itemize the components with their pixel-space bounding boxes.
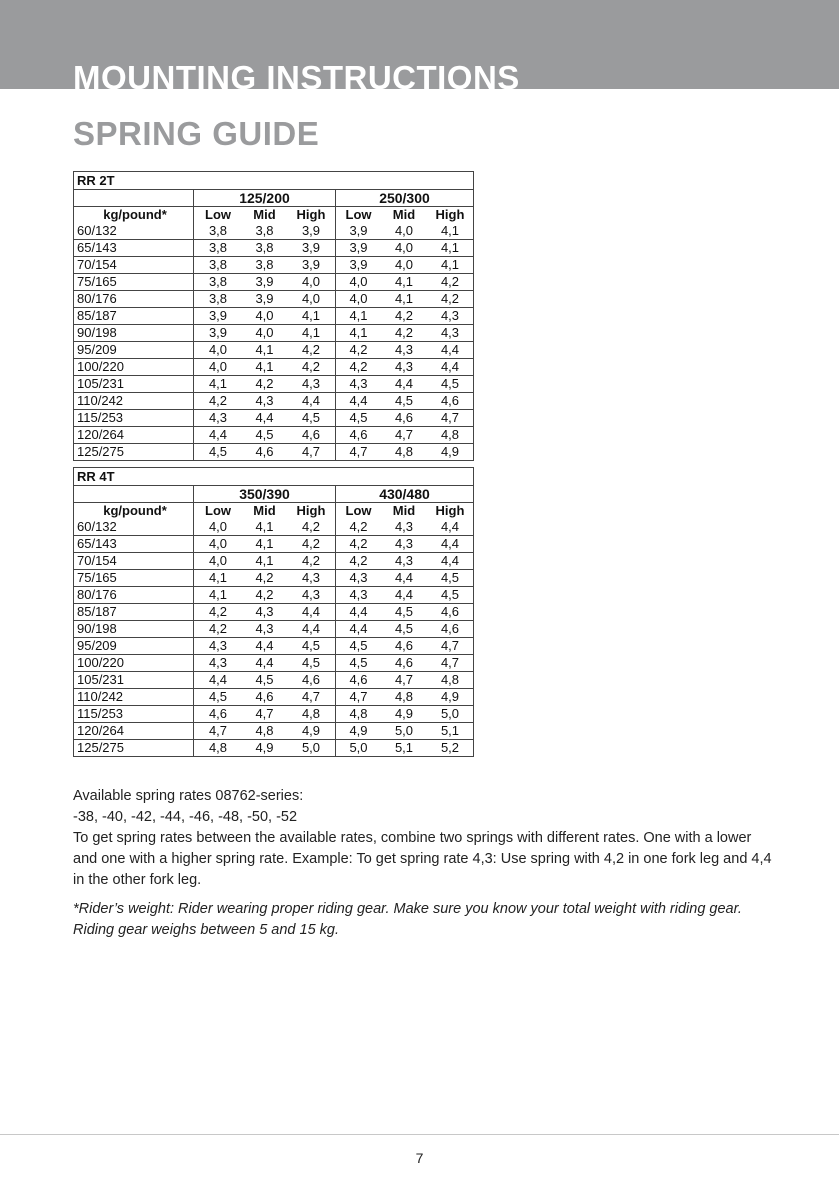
spring-rate-cell: 4,1 [287, 325, 336, 342]
spring-rate-cell: 3,9 [336, 257, 382, 274]
spring-rate-cell: 3,8 [194, 240, 243, 257]
spring-rate-cell: 4,5 [194, 444, 243, 461]
spring-rate-cell: 4,4 [427, 359, 474, 376]
column-header: Low [336, 207, 382, 224]
spring-rate-cell: 3,8 [242, 240, 287, 257]
spring-rate-cell: 3,9 [336, 223, 382, 240]
spring-rate-cell: 4,6 [336, 427, 382, 444]
table-row [74, 257, 474, 274]
spring-rate-cell: 4,6 [287, 672, 336, 689]
spring-rate-cell: 4,5 [427, 587, 474, 604]
spring-rate-cell: 4,7 [194, 723, 243, 740]
spring-rate-cell: 4,4 [242, 638, 287, 655]
spring-rate-cell: 4,4 [427, 553, 474, 570]
spring-rate-cell: 4,1 [242, 553, 287, 570]
spring-rate-cell: 4,3 [336, 376, 382, 393]
spring-rate-cell: 4,2 [336, 519, 382, 536]
spring-rate-cell: 4,3 [287, 587, 336, 604]
spring-rate-cell: 4,2 [336, 342, 382, 359]
spring-rate-cell: 4,5 [287, 410, 336, 427]
weight-cell: 85/187 [74, 308, 194, 325]
table-row [74, 427, 474, 444]
spring-rate-cell: 4,2 [194, 621, 243, 638]
column-header: Low [336, 503, 382, 520]
spring-rate-cell: 4,0 [381, 257, 427, 274]
spring-rate-cell: 4,8 [427, 672, 474, 689]
spring-rate-cell: 4,1 [194, 587, 243, 604]
spring-rate-cell: 4,1 [242, 359, 287, 376]
weight-cell: 70/154 [74, 257, 194, 274]
table-row [74, 342, 474, 359]
table-row [74, 223, 474, 240]
spring-rate-cell: 4,4 [336, 393, 382, 410]
spring-rate-cell: 4,8 [381, 444, 427, 461]
spring-rate-cell: 4,2 [194, 604, 243, 621]
table-name: RR 4T [74, 468, 474, 486]
spring-rate-cell: 4,3 [242, 621, 287, 638]
spring-rate-cell: 4,7 [381, 427, 427, 444]
spring-rate-cell: 4,3 [381, 342, 427, 359]
spring-rate-cell: 4,3 [336, 570, 382, 587]
spring-rate-cell: 4,0 [194, 519, 243, 536]
spring-rate-cell: 4,2 [427, 274, 474, 291]
group-spacer [74, 190, 194, 207]
spring-rate-cell: 4,3 [427, 308, 474, 325]
spring-rate-cell: 4,1 [427, 240, 474, 257]
spring-rate-cell: 4,5 [287, 655, 336, 672]
column-header: Mid [381, 503, 427, 520]
spring-rate-cell: 4,1 [427, 223, 474, 240]
weight-cell: 75/165 [74, 274, 194, 291]
spring-rate-cell: 4,1 [242, 519, 287, 536]
table-row [74, 536, 474, 553]
spring-rate-cell: 4,4 [381, 587, 427, 604]
spring-rate-cell: 5,2 [427, 740, 474, 757]
column-header: High [287, 503, 336, 520]
spring-rate-cell: 4,5 [242, 672, 287, 689]
table-row [74, 689, 474, 706]
weight-cell: 70/154 [74, 553, 194, 570]
spring-rate-cell: 4,3 [194, 655, 243, 672]
spring-rate-cell: 5,0 [427, 706, 474, 723]
spring-rate-cell: 4,5 [427, 570, 474, 587]
spring-rate-cell: 4,5 [381, 393, 427, 410]
spring-rate-cell: 4,1 [194, 570, 243, 587]
table-row [74, 291, 474, 308]
group-header: 350/390 [194, 486, 336, 503]
spring-rate-cell: 4,5 [381, 604, 427, 621]
spring-rate-cell: 4,2 [242, 587, 287, 604]
spring-rate-cell: 4,2 [427, 291, 474, 308]
table-row [74, 570, 474, 587]
weight-cell: 95/209 [74, 638, 194, 655]
spring-rate-cell: 4,2 [287, 519, 336, 536]
section-title: SPRING GUIDE [73, 115, 320, 152]
spring-rate-cell: 4,2 [336, 553, 382, 570]
spring-rate-cell: 4,7 [287, 444, 336, 461]
spring-rate-cell: 4,6 [336, 672, 382, 689]
spring-rate-cell: 4,1 [336, 325, 382, 342]
spring-rate-cell: 4,1 [427, 257, 474, 274]
table-row [74, 410, 474, 427]
spring-rate-cell: 4,0 [336, 291, 382, 308]
spring-rate-cell: 4,6 [287, 427, 336, 444]
spring-rate-cell: 4,0 [194, 536, 243, 553]
weight-cell: 125/275 [74, 740, 194, 757]
table-row [74, 740, 474, 757]
group-header: 430/480 [336, 486, 474, 503]
column-header: Low [194, 207, 243, 224]
weight-cell: 60/132 [74, 519, 194, 536]
spring-rate-cell: 4,7 [336, 689, 382, 706]
spring-rate-cell: 4,4 [336, 621, 382, 638]
table-row [74, 638, 474, 655]
table-row [74, 325, 474, 342]
spring-rate-cell: 4,5 [336, 655, 382, 672]
table-row [74, 553, 474, 570]
spring-rate-cell: 3,8 [242, 223, 287, 240]
spring-rate-cell: 4,4 [427, 519, 474, 536]
spring-rate-cell: 4,0 [336, 274, 382, 291]
spring-rate-cell: 4,2 [287, 342, 336, 359]
spring-rate-cell: 4,6 [427, 604, 474, 621]
spring-rate-cell: 4,3 [381, 359, 427, 376]
spring-rate-cell: 4,2 [381, 325, 427, 342]
spring-rate-cell: 4,5 [287, 638, 336, 655]
info-line: -38, -40, -42, -44, -46, -48, -50, -52 [73, 809, 298, 825]
spring-rate-cell: 4,1 [287, 308, 336, 325]
spring-rate-cell: 3,9 [336, 240, 382, 257]
spring-rate-cell: 3,9 [287, 240, 336, 257]
table-row [74, 376, 474, 393]
spring-rate-cell: 4,5 [194, 689, 243, 706]
spring-rate-cell: 4,0 [381, 240, 427, 257]
table-name: RR 2T [74, 172, 474, 190]
table-row [74, 444, 474, 461]
spring-rate-cell: 4,5 [381, 621, 427, 638]
weight-cell: 100/220 [74, 359, 194, 376]
spring-table-rr4t [73, 467, 474, 757]
table-row [74, 621, 474, 638]
spring-rate-cell: 4,3 [381, 536, 427, 553]
spring-rate-cell: 4,4 [194, 672, 243, 689]
spring-rate-cell: 4,9 [242, 740, 287, 757]
spring-rate-cell: 4,6 [194, 706, 243, 723]
spring-rate-cell: 4,4 [287, 393, 336, 410]
spring-rate-cell: 4,4 [242, 655, 287, 672]
spring-rate-cell: 4,7 [381, 672, 427, 689]
table-row [74, 587, 474, 604]
spring-rate-cell: 4,6 [381, 638, 427, 655]
spring-rate-cell: 4,3 [242, 393, 287, 410]
weight-cell: 90/198 [74, 621, 194, 638]
info-line: To get spring rates between the available rates, combine two springs with different rates. One with a lower and one with a higher spring rate. Example: To get spring rate 4,3: Use spring with 4,2 in one fork leg and 4,4 in the other fork leg. [73, 830, 772, 888]
spring-rate-cell: 4,4 [287, 604, 336, 621]
weight-cell: 85/187 [74, 604, 194, 621]
group-header: 250/300 [336, 190, 474, 207]
spring-rate-cell: 4,6 [242, 444, 287, 461]
spring-rate-cell: 4,9 [427, 444, 474, 461]
column-header: kg/pound* [74, 503, 194, 520]
table-row [74, 655, 474, 672]
group-spacer [74, 486, 194, 503]
spring-rate-cell: 3,9 [287, 223, 336, 240]
spring-rate-cell: 4,2 [336, 359, 382, 376]
weight-cell: 95/209 [74, 342, 194, 359]
spring-rate-cell: 4,8 [242, 723, 287, 740]
spring-rate-cell: 4,5 [427, 376, 474, 393]
spring-rate-cell: 4,9 [427, 689, 474, 706]
spring-rate-cell: 4,4 [427, 536, 474, 553]
header-title: MOUNTING INSTRUCTIONS [73, 59, 520, 89]
table-row [74, 723, 474, 740]
weight-cell: 105/231 [74, 672, 194, 689]
info-line: Available spring rates 08762-series: [73, 788, 304, 804]
spring-rate-cell: 4,5 [336, 410, 382, 427]
weight-cell: 120/264 [74, 723, 194, 740]
spring-rate-cell: 4,1 [242, 536, 287, 553]
weight-cell: 125/275 [74, 444, 194, 461]
spring-rate-cell: 5,0 [287, 740, 336, 757]
spring-rate-cell: 4,1 [336, 308, 382, 325]
weight-cell: 110/242 [74, 689, 194, 706]
weight-cell: 65/143 [74, 536, 194, 553]
spring-rate-cell: 4,3 [287, 570, 336, 587]
spring-rate-cell: 3,8 [242, 257, 287, 274]
table-row [74, 672, 474, 689]
spring-rate-cell: 4,5 [336, 638, 382, 655]
spring-rate-cell: 5,1 [427, 723, 474, 740]
spring-rate-cell: 4,0 [194, 359, 243, 376]
spring-rate-cell: 4,7 [336, 444, 382, 461]
spring-rate-cell: 4,1 [381, 274, 427, 291]
spring-rate-cell: 4,6 [427, 393, 474, 410]
spring-rate-cell: 4,0 [287, 291, 336, 308]
table-row [74, 274, 474, 291]
weight-cell: 110/242 [74, 393, 194, 410]
spring-rate-cell: 4,4 [381, 376, 427, 393]
weight-cell: 105/231 [74, 376, 194, 393]
spring-rate-cell: 4,3 [287, 376, 336, 393]
spring-rate-cell: 4,1 [194, 376, 243, 393]
spring-rate-cell: 4,3 [381, 553, 427, 570]
weight-cell: 120/264 [74, 427, 194, 444]
spring-rate-cell: 3,9 [242, 291, 287, 308]
spring-rate-cell: 4,2 [381, 308, 427, 325]
spring-rate-cell: 3,9 [287, 257, 336, 274]
spring-rate-cell: 4,2 [287, 536, 336, 553]
column-header: Low [194, 503, 243, 520]
spring-rate-cell: 4,6 [427, 621, 474, 638]
weight-cell: 80/176 [74, 291, 194, 308]
spring-rate-cell: 4,6 [381, 410, 427, 427]
spring-rate-cell: 4,7 [427, 410, 474, 427]
spring-rate-cell: 4,2 [194, 393, 243, 410]
column-header: Mid [242, 207, 287, 224]
rider-weight-note: *Rider’s weight: Rider wearing proper riding gear. Make sure you know your total weight with riding gear. Riding gear weighs between 5 and 15 kg. [73, 901, 742, 938]
spring-rate-cell: 4,1 [381, 291, 427, 308]
weight-cell: 90/198 [74, 325, 194, 342]
spring-rate-cell: 4,9 [336, 723, 382, 740]
column-header: High [427, 503, 474, 520]
table-row [74, 308, 474, 325]
spring-rate-cell: 4,0 [287, 274, 336, 291]
spring-rate-cell: 4,2 [242, 570, 287, 587]
spring-rate-cell: 4,7 [242, 706, 287, 723]
weight-cell: 65/143 [74, 240, 194, 257]
column-header: Mid [242, 503, 287, 520]
spring-rate-cell: 4,9 [381, 706, 427, 723]
spring-rate-cell: 4,2 [242, 376, 287, 393]
spring-rate-cell: 4,0 [242, 325, 287, 342]
weight-cell: 80/176 [74, 587, 194, 604]
spring-rate-cell: 4,3 [427, 325, 474, 342]
spring-rate-cell: 4,2 [287, 553, 336, 570]
spring-rate-cell: 4,4 [381, 570, 427, 587]
weight-cell: 115/253 [74, 410, 194, 427]
spring-rate-cell: 4,3 [336, 587, 382, 604]
table-row [74, 706, 474, 723]
spring-rate-cell: 4,6 [242, 689, 287, 706]
spring-rate-cell: 5,0 [381, 723, 427, 740]
weight-cell: 100/220 [74, 655, 194, 672]
spring-rate-cell: 4,8 [194, 740, 243, 757]
footer-divider [0, 1134, 839, 1135]
table-row [74, 240, 474, 257]
spring-rate-cell: 4,5 [242, 427, 287, 444]
table-row [74, 519, 474, 536]
spring-rate-cell: 5,0 [336, 740, 382, 757]
spring-rate-cell: 3,9 [242, 274, 287, 291]
spring-rate-cell: 4,3 [194, 410, 243, 427]
spring-rate-cell: 4,8 [381, 689, 427, 706]
spring-rate-cell: 4,2 [336, 536, 382, 553]
group-header: 125/200 [194, 190, 336, 207]
spring-rate-cell: 4,8 [427, 427, 474, 444]
column-header: High [287, 207, 336, 224]
spring-rate-cell: 3,9 [194, 325, 243, 342]
spring-rate-cell: 3,8 [194, 291, 243, 308]
spring-rate-cell: 4,4 [287, 621, 336, 638]
spring-rate-cell: 4,7 [287, 689, 336, 706]
spring-rate-cell: 4,0 [194, 553, 243, 570]
column-header: kg/pound* [74, 207, 194, 224]
table-row [74, 359, 474, 376]
spring-rate-cell: 3,9 [194, 308, 243, 325]
spring-rate-cell: 4,7 [427, 638, 474, 655]
spring-rate-cell: 4,3 [242, 604, 287, 621]
spring-rate-cell: 4,4 [336, 604, 382, 621]
spring-rate-cell: 3,8 [194, 223, 243, 240]
spring-rate-cell: 4,1 [242, 342, 287, 359]
spring-rate-cell: 4,8 [336, 706, 382, 723]
spring-table-rr2t [73, 171, 474, 461]
spring-rate-info [73, 786, 773, 891]
spring-rate-cell: 5,1 [381, 740, 427, 757]
spring-rate-cell: 4,3 [194, 638, 243, 655]
table-row [74, 604, 474, 621]
spring-rate-cell: 3,8 [194, 257, 243, 274]
weight-cell: 60/132 [74, 223, 194, 240]
spring-rate-cell: 4,0 [242, 308, 287, 325]
page-number: 7 [415, 1150, 424, 1166]
spring-rate-cell: 4,0 [381, 223, 427, 240]
spring-rate-cell: 4,2 [287, 359, 336, 376]
spring-rate-cell: 4,4 [242, 410, 287, 427]
column-header: High [427, 207, 474, 224]
weight-cell: 75/165 [74, 570, 194, 587]
table-row [74, 393, 474, 410]
weight-cell: 115/253 [74, 706, 194, 723]
spring-rate-cell: 4,7 [427, 655, 474, 672]
spring-rate-cell: 4,8 [287, 706, 336, 723]
spring-rate-cell: 4,0 [194, 342, 243, 359]
spring-rate-cell: 4,3 [381, 519, 427, 536]
spring-rate-cell: 4,4 [194, 427, 243, 444]
spring-rate-cell: 3,8 [194, 274, 243, 291]
spring-rate-cell: 4,9 [287, 723, 336, 740]
spring-rate-cell: 4,6 [381, 655, 427, 672]
spring-rate-cell: 4,4 [427, 342, 474, 359]
column-header: Mid [381, 207, 427, 224]
